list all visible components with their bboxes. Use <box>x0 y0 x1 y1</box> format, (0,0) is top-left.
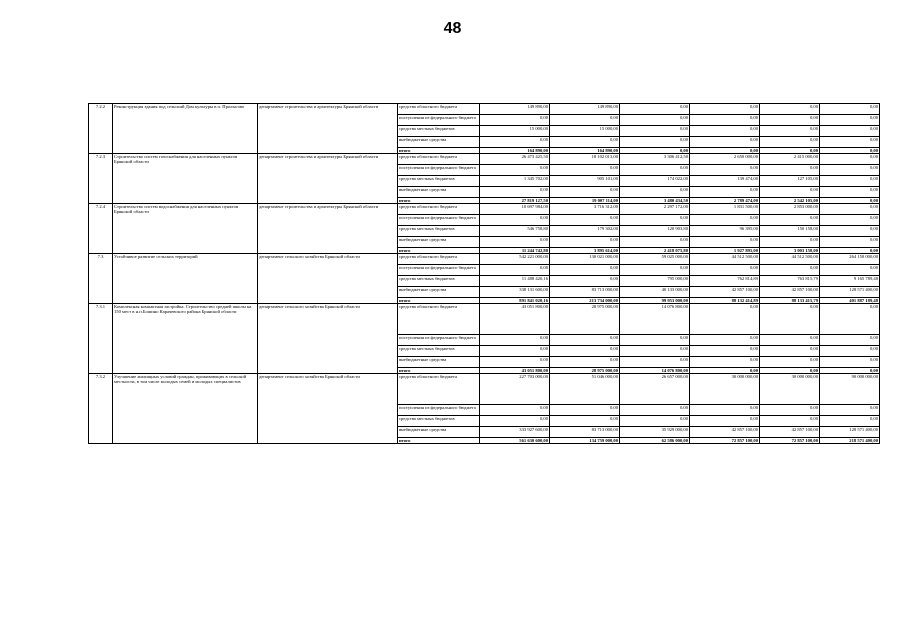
amount-cell: 2 418 075,80 <box>620 248 690 254</box>
amount-cell: 0,00 <box>480 115 550 126</box>
item-code: 7.2.3 <box>89 154 113 204</box>
amount-cell: 0,00 <box>690 104 760 115</box>
item-name: Строительство систем газоснабжения для населенных пунктов Брянской области <box>113 154 258 204</box>
funding-source: средства областного бюджета <box>398 154 480 165</box>
amount-cell: 0,00 <box>820 226 880 237</box>
amount-cell: 43 051 800,00 <box>480 304 550 335</box>
item-name: Реконструкция здания под сельский Дом культуры в п. Пролысово <box>113 104 258 154</box>
funding-source: средства местных бюджетов <box>398 126 480 137</box>
funding-source: средства местных бюджетов <box>398 276 480 287</box>
amount-cell: 3 716 312,00 <box>550 204 620 215</box>
funding-source: средства местных бюджетов <box>398 176 480 187</box>
amount-cell: 134 759 000,00 <box>550 438 620 444</box>
amount-cell: 0,00 <box>820 215 880 226</box>
amount-cell: 27 819 127,50 <box>480 198 550 204</box>
amount-cell: 0,00 <box>690 165 760 176</box>
amount-cell: 88 133 415,79 <box>760 298 820 304</box>
item-name: Улучшение жилищных условий граждан, проживающих в сельской местности, в том числе молодых семей и молодых специалистов <box>113 374 258 444</box>
amount-cell: 0,00 <box>550 115 620 126</box>
amount-cell: 0,00 <box>690 115 760 126</box>
amount-cell: 127 105,00 <box>760 176 820 187</box>
amount-cell: 338 131 600,00 <box>480 287 550 298</box>
amount-cell: 128 571 400,00 <box>820 427 880 438</box>
amount-cell: 0,00 <box>690 148 760 154</box>
funding-source: средства областного бюджета <box>398 374 480 405</box>
amount-cell: 0,00 <box>820 248 880 254</box>
amount-cell: 0,00 <box>760 335 820 346</box>
amount-cell: 0,00 <box>820 335 880 346</box>
amount-cell: 0,00 <box>820 265 880 276</box>
amount-cell: 0,00 <box>820 126 880 137</box>
amount-cell: 15 000,00 <box>550 126 620 137</box>
amount-cell: 218 571 400,00 <box>820 438 880 444</box>
amount-cell: 0,00 <box>620 237 690 248</box>
amount-cell: 264 150 000,00 <box>820 254 880 265</box>
amount-cell: 0,00 <box>480 416 550 427</box>
amount-cell: 0,00 <box>690 405 760 416</box>
funding-source: внебюджетные средства <box>398 287 480 298</box>
amount-cell: 0,00 <box>550 187 620 198</box>
funding-source: внебюджетные средства <box>398 187 480 198</box>
amount-cell: 0,00 <box>620 346 690 357</box>
amount-cell: 0,00 <box>620 335 690 346</box>
amount-cell: 44 512 500,00 <box>760 254 820 265</box>
amount-cell: 0,00 <box>480 165 550 176</box>
amount-cell: 62 586 000,00 <box>620 438 690 444</box>
amount-cell: 96 395,00 <box>690 226 760 237</box>
amount-cell: 0,00 <box>620 104 690 115</box>
funding-source: итого <box>398 198 480 204</box>
amount-cell: 0,00 <box>550 265 620 276</box>
amount-cell: 88 132 414,89 <box>690 298 760 304</box>
amount-cell: 0,00 <box>480 346 550 357</box>
amount-cell: 42 857 100,00 <box>690 287 760 298</box>
amount-cell: 120 903,80 <box>620 226 690 237</box>
amount-cell: 0,00 <box>760 405 820 416</box>
amount-cell: 891 841 020,16 <box>480 298 550 304</box>
amount-cell: 546 758,80 <box>480 226 550 237</box>
amount-cell: 72 857 100,00 <box>760 438 820 444</box>
amount-cell: 0,00 <box>690 265 760 276</box>
funding-source: итого <box>398 438 480 444</box>
amount-cell: 0,00 <box>620 187 690 198</box>
amount-cell: 14 076 800,00 <box>620 368 690 374</box>
amount-cell: 0,00 <box>690 187 760 198</box>
amount-cell: 26 657 000,00 <box>620 374 690 405</box>
amount-cell: 83 713 000,00 <box>550 287 620 298</box>
amount-cell: 542 221 000,00 <box>480 254 550 265</box>
amount-cell: 42 857 100,00 <box>760 287 820 298</box>
amount-cell: 149 890,00 <box>550 104 620 115</box>
amount-cell: 0,00 <box>690 137 760 148</box>
amount-cell: 0,00 <box>480 405 550 416</box>
amount-cell: 763 815,79 <box>760 276 820 287</box>
item-code: 7.2.2 <box>89 104 113 154</box>
amount-cell: 42 857 100,00 <box>760 427 820 438</box>
amount-cell: 15 000,00 <box>480 126 550 137</box>
amount-cell: 164 890,00 <box>480 148 550 154</box>
amount-cell: 18 102 013,00 <box>550 154 620 165</box>
table-row <box>89 304 880 335</box>
amount-cell: 72 857 100,00 <box>690 438 760 444</box>
funding-source: внебюджетные средства <box>398 237 480 248</box>
page-number: 48 <box>443 20 462 37</box>
amount-cell: 0,00 <box>690 357 760 368</box>
amount-cell: 0,00 <box>690 237 760 248</box>
amount-cell: 2 789 474,00 <box>690 198 760 204</box>
amount-cell: 0,00 <box>690 368 760 374</box>
amount-cell: 0,00 <box>760 368 820 374</box>
amount-cell: 2 853 000,00 <box>760 204 820 215</box>
amount-cell: 0,00 <box>620 137 690 148</box>
amount-cell: 30 000 000,00 <box>760 374 820 405</box>
amount-cell: 0,00 <box>550 215 620 226</box>
amount-cell: 905 101,00 <box>550 176 620 187</box>
amount-cell: 174 022,00 <box>620 176 690 187</box>
amount-cell: 0,00 <box>760 126 820 137</box>
amount-cell: 0,00 <box>760 104 820 115</box>
amount-cell: 0,00 <box>550 346 620 357</box>
amount-cell: 0,00 <box>760 148 820 154</box>
amount-cell: 0,00 <box>820 137 880 148</box>
amount-cell: 51 046 000,00 <box>550 374 620 405</box>
funding-source: поступления из федерального бюджета <box>398 405 480 416</box>
funding-source: итого <box>398 368 480 374</box>
funding-source: итого <box>398 148 480 154</box>
amount-cell: 0,00 <box>480 335 550 346</box>
amount-cell: 0,00 <box>550 137 620 148</box>
amount-cell: 128 571 400,00 <box>820 287 880 298</box>
amount-cell: 0,00 <box>820 368 880 374</box>
amount-cell: 0,00 <box>760 265 820 276</box>
budget-table <box>88 103 880 444</box>
amount-cell: 90 000 000,00 <box>820 374 880 405</box>
amount-cell: 44 512 500,00 <box>690 254 760 265</box>
amount-cell: 19 007 114,00 <box>550 198 620 204</box>
amount-cell: 0,00 <box>480 237 550 248</box>
amount-cell: 0,00 <box>620 405 690 416</box>
amount-cell: 561 630 600,00 <box>480 438 550 444</box>
amount-cell: 0,00 <box>820 154 880 165</box>
amount-cell: 3 003 158,00 <box>760 248 820 254</box>
amount-cell: 0,00 <box>690 416 760 427</box>
amount-cell: 0,00 <box>690 215 760 226</box>
item-name: Комплексная компактная застройка. Строительство средней школы на 150 мест в н.п.Бошино Карачевского района Брянской области <box>113 304 258 374</box>
amount-cell: 0,00 <box>760 416 820 427</box>
amount-cell: 0,00 <box>620 115 690 126</box>
amount-cell: 0,00 <box>820 198 880 204</box>
table-row <box>89 154 880 165</box>
funding-source: средства областного бюджета <box>398 254 480 265</box>
funding-source: поступления из федерального бюджета <box>398 335 480 346</box>
amount-cell: 0,00 <box>820 115 880 126</box>
amount-cell: 0,00 <box>820 204 880 215</box>
amount-cell: 0,00 <box>760 165 820 176</box>
amount-cell: 0,00 <box>620 126 690 137</box>
funding-source: средства местных бюджетов <box>398 226 480 237</box>
amount-cell: 0,00 <box>820 416 880 427</box>
item-executor: департамент сельского хозяйства Брянской области <box>258 304 398 374</box>
amount-cell: 0,00 <box>480 357 550 368</box>
amount-cell: 0,00 <box>690 335 760 346</box>
amount-cell: 83 713 000,00 <box>550 427 620 438</box>
amount-cell: 0,00 <box>550 165 620 176</box>
amount-cell: 227 703 000,00 <box>480 374 550 405</box>
amount-cell: 0,00 <box>820 165 880 176</box>
item-name: Устойчивое развитие сельских территорий <box>113 254 258 304</box>
amount-cell: 0,00 <box>760 137 820 148</box>
amount-cell: 0,00 <box>820 176 880 187</box>
funding-source: средства местных бюджетов <box>398 416 480 427</box>
funding-source: поступления из федерального бюджета <box>398 215 480 226</box>
amount-cell: 0,00 <box>550 276 620 287</box>
amount-cell: 0,00 <box>550 357 620 368</box>
amount-cell: 0,00 <box>620 148 690 154</box>
amount-cell: 0,00 <box>620 265 690 276</box>
item-executor: департамент сельского хозяйства Брянской области <box>258 374 398 444</box>
amount-cell: 28 975 000,00 <box>550 304 620 335</box>
amount-cell: 35 929 000,00 <box>620 427 690 438</box>
funding-source: итого <box>398 298 480 304</box>
amount-cell: 0,00 <box>480 137 550 148</box>
amount-cell: 0,00 <box>550 335 620 346</box>
amount-cell: 0,00 <box>620 165 690 176</box>
amount-cell: 0,00 <box>690 346 760 357</box>
item-executor: департамент сельского хозяйства Брянской области <box>258 254 398 304</box>
amount-cell: 139 474,00 <box>690 176 760 187</box>
funding-source: поступления из федерального бюджета <box>398 265 480 276</box>
amount-cell: 1 927 895,00 <box>690 248 760 254</box>
amount-cell: 0,00 <box>760 357 820 368</box>
funding-source: средства местных бюджетов <box>398 346 480 357</box>
amount-cell: 0,00 <box>760 115 820 126</box>
amount-cell: 0,00 <box>760 304 820 335</box>
amount-cell: 2 650 000,00 <box>690 154 760 165</box>
amount-cell: 0,00 <box>820 357 880 368</box>
item-name: Строительство систем водоснабжения для населенных пунктов Брянской области <box>113 204 258 254</box>
amount-cell: 43 051 800,00 <box>480 368 550 374</box>
amount-cell: 3 480 434,50 <box>620 198 690 204</box>
amount-cell: 0,00 <box>820 346 880 357</box>
item-code: 7.2.4 <box>89 204 113 254</box>
funding-source: итого <box>398 248 480 254</box>
amount-cell: 9 165 789,48 <box>820 276 880 287</box>
amount-cell: 3 306 412,50 <box>620 154 690 165</box>
amount-cell: 0,00 <box>820 187 880 198</box>
amount-cell: 0,00 <box>820 405 880 416</box>
amount-cell: 99 953 000,00 <box>620 298 690 304</box>
amount-cell: 0,00 <box>820 304 880 335</box>
funding-source: поступления из федерального бюджета <box>398 115 480 126</box>
amount-cell: 1 345 702,00 <box>480 176 550 187</box>
funding-source: внебюджетные средства <box>398 357 480 368</box>
item-code: 7.3.2 <box>89 374 113 444</box>
amount-cell: 179 302,00 <box>550 226 620 237</box>
amount-cell: 401 887 189,48 <box>820 298 880 304</box>
amount-cell: 3 895 614,00 <box>550 248 620 254</box>
amount-cell: 0,00 <box>690 126 760 137</box>
amount-cell: 130 021 000,00 <box>550 254 620 265</box>
amount-cell: 0,00 <box>760 187 820 198</box>
item-executor: департамент строительства и архитектуры Брянской области <box>258 154 398 204</box>
funding-source: средства областного бюджета <box>398 104 480 115</box>
amount-cell: 59 025 000,00 <box>620 254 690 265</box>
amount-cell: 26 473 425,50 <box>480 154 550 165</box>
amount-cell: 2 297 172,00 <box>620 204 690 215</box>
item-code: 7.3 <box>89 254 113 304</box>
amount-cell: 2 542 105,00 <box>760 198 820 204</box>
amount-cell: 0,00 <box>820 148 880 154</box>
amount-cell: 30 000 000,00 <box>690 374 760 405</box>
amount-cell: 2 415 000,00 <box>760 154 820 165</box>
amount-cell: 762 814,89 <box>690 276 760 287</box>
funding-source: внебюджетные средства <box>398 427 480 438</box>
item-executor: департамент строительства и архитектуры Брянской области <box>258 204 398 254</box>
table-row <box>89 374 880 405</box>
amount-cell: 164 890,00 <box>550 148 620 154</box>
table-row <box>89 254 880 265</box>
amount-cell: 333 927 600,00 <box>480 427 550 438</box>
amount-cell: 14 076 800,00 <box>620 304 690 335</box>
amount-cell: 11 488 420,16 <box>480 276 550 287</box>
funding-source: внебюджетные средства <box>398 137 480 148</box>
amount-cell: 0,00 <box>760 346 820 357</box>
amount-cell: 0,00 <box>480 215 550 226</box>
amount-cell: 0,00 <box>760 237 820 248</box>
amount-cell: 0,00 <box>820 237 880 248</box>
item-code: 7.3.1 <box>89 304 113 374</box>
amount-cell: 0,00 <box>620 357 690 368</box>
amount-cell: 42 857 100,00 <box>690 427 760 438</box>
funding-source: средства областного бюджета <box>398 204 480 215</box>
amount-cell: 0,00 <box>550 405 620 416</box>
amount-cell: 0,00 <box>550 416 620 427</box>
amount-cell: 0,00 <box>620 416 690 427</box>
item-executor: департамент строительства и архитектуры Брянской области <box>258 104 398 154</box>
amount-cell: 0,00 <box>820 104 880 115</box>
amount-cell: 10 697 984,00 <box>480 204 550 215</box>
amount-cell: 0,00 <box>550 237 620 248</box>
amount-cell: 28 975 000,00 <box>550 368 620 374</box>
amount-cell: 40 133 000,00 <box>620 287 690 298</box>
table-row <box>89 104 880 115</box>
amount-cell: 1 831 500,00 <box>690 204 760 215</box>
amount-cell: 0,00 <box>620 215 690 226</box>
amount-cell: 213 734 000,00 <box>550 298 620 304</box>
funding-source: средства областного бюджета <box>398 304 480 335</box>
amount-cell: 0,00 <box>480 187 550 198</box>
amount-cell: 0,00 <box>690 304 760 335</box>
amount-cell: 150 158,00 <box>760 226 820 237</box>
table-row <box>89 204 880 215</box>
amount-cell: 149 890,00 <box>480 104 550 115</box>
amount-cell: 0,00 <box>760 215 820 226</box>
amount-cell: 0,00 <box>480 265 550 276</box>
amount-cell: 11 244 742,80 <box>480 248 550 254</box>
funding-source: поступления из федерального бюджета <box>398 165 480 176</box>
amount-cell: 795 000,00 <box>620 276 690 287</box>
